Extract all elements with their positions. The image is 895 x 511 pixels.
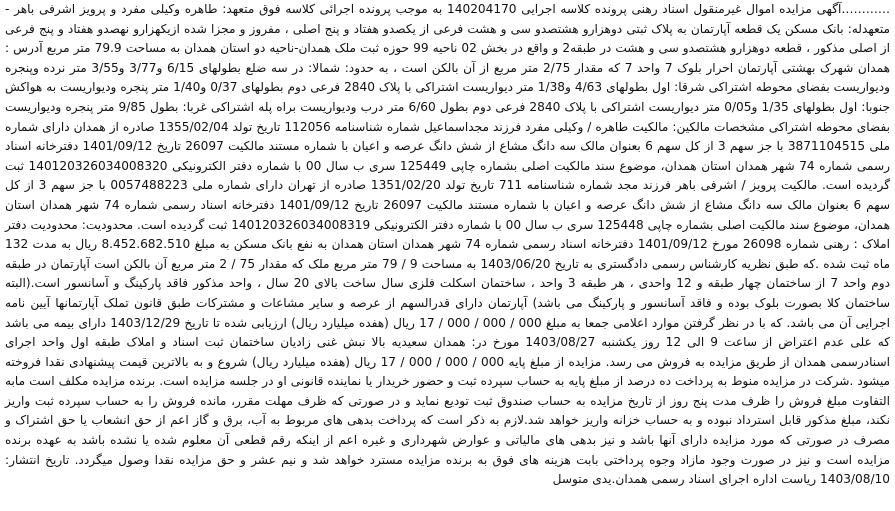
auction-notice-text: …………آگهی مزایده اموال غیرمنقول اسناد رهنی پرونده کلاسه اجرایی 140204170 به موجب پرونده اجرائی کلاسه فوق متعهد: طاهره وکیلی مفرد و پرویز اشرفی باهر - متعهدله: بانک مسکن یک قطعه آپارتمان به پلاک ثبتی دوهزارو هشتصدو سی و هشت فرعی از یکصدو هفتاد و پنج اصلی ، مفروز و مجزا شده ازیکهزارو نهصدو هفتاد و پنج فرعی از اصلی مذکور ، قطعه دوهزارو هشتصدو سی و هشت در طبقه2 و واقع در بخش 02 ناحیه 99 حوزه ثبت ملک همدان-ناحیه دو استان همدان به مساحت 79.9 متر مربع آدرس : همدان شهرک بهشتی آپارتمان احرار بلوک 7 واحد 7 که مقدار 2/75 متر مربع از آن بالکن است ، به حدود: شمالا: در سه ضلع بطولهای 6/15 و3/77 و3/55 متر نرده وپنجره ودیواریست بفضای محوطه اشتراکی شرقا: اول بطولهای 4/63 و1/38 متر دیواریست اشتراکی با پلاک 2840 فرعی دوم بطولهای 0/37 و1/40 متر پنجره ودیواریست به هواکش جنوبا: اول بطولهای 1/35 و0/05 متر دیواریست اشتراکی با پلاک 2840 فرعی دوم بطول 6/60 متر درب ودیواریست براه پله اشتراکی غربا: بطول 9/85 متر پنجره ودیواریست بفضای محوطه اشتراکی مشخصات مالکین: مالکیت طاهره / وکیلی مفرد فرزند مجداسماعیل شماره شناسنامه 112056 تاریخ تولد 1355/02/04 صادره از همدان دارای شماره ملی 3871104515 با جز سهم 3 از کل سهم 6 بعنوان مالک سه دانگ مشاع از شش دانگ عرصه و اعیان با شماره مستند مالکیت 26097 تاریخ 1401/09/12 دفترخانه اسناد رسمی شماره 74 شهر همدان استان همدان، موضوع سند مالکیت اصلی بشماره چاپی 125449 سری ب سال 00 با شماره دفتر الکترونیکی 140120326034008320 ثبت گردیده است. مالکیت پرویز / اشرفی باهر فرزند مجد شماره شناسنامه 711 تاریخ تولد 1351/02/20 صادره از تهران دارای شماره ملی 0057488223 با جز سهم 3 از کل سهم 6 بعنوان مالک سه دانگ مشاع از شش دانگ عرصه و اعیان با شماره مستند مالکیت 26097 تاریخ 1401/09/12 دفترخانه اسناد رسمی شماره 74 شهر همدان استان همدان، موضوع سند مالکیت اصلی بشماره چاپی 125448 سری ب سال 00 با شماره دفتر الکترونیکی 140120326034008319 ثبت گردیده است. محدودیت: محدودیت دفتر املاک : رهنی شماره 26098 مورخ 1401/09/12 دفترخانه اسناد رسمی شماره 74 شهر همدان استان همدان به نفع بانک مسکن به مبلغ 8.452.682.510 ریال به مدت 132 ماه ثبت شده .که طبق نظریه کارشناس رسمی دادگستری به تاریخ 1403/06/20 به مساحت 9 / 79 متر مربع ملک که مقدار 75 / 2 متر مربع آن بالکن است آپارتمان در طبقه دوم واحد 7 از ساختمان چهار طبقه و 12 واحدی ، هر طبقه 3 واحد ، ساختمان اسکلت فلزی سال ساخت بالای 20 سال ، واحد مذکور فاقد پارکینگ و آسانسور است.(البته ساختمان کلا بصورت بلوک بوده و فاقد آسانسور و پارکینگ می باشد) آپارتمان دارای قدرالسهم از عرصه و سایر مشاعات و مشترکات طبق قانون تملک آپارتمانها آیین نامه اجرایی آن می باشد. که با در نظر گرفتن موارد اعلامی جمعا به مبلغ 000 / 000 / 000 / 17 ریال (هفده میلیارد ریال) ارزیابی شده تا تاریخ 1403/12/29 دارای بیمه می باشد که علی عدم اعتراض از ساعت 9 الی 12 روز یکشنبه 1403/08/27 مورخ در: همدان سعیدیه بالا نبش غنی زادیان ساختمان ثبت اسناد و املاک طبقه اول واحد اجرای اسنادرسمی همدان از طریق مزایده به فروش می رسد. مزایده از مبلغ پایه 000 / 000 / 000 / 17 ریال (هفده میلیارد ریال) شروع و به بالاترین قیمت پیشنهادی نقدا فروخته میشود .شرکت در مزایده منوط به پرداخت ده درصد از مبلغ پایه به حساب سپرده ثبت و حضور خریدار یا نماینده قانونی او در جلسه مزایده است. برنده مزایده مکلف است مابه التفاوت مبلغ فروش را ظرف مدت پنج روز از تاریخ مزایده به حساب صندوق ثبت تودیع نماید و در صورتی که ظرف مهلت مقرر، مانده فروش را به حساب سپرده ثبت واریز نکند، مبلغ مذکور قابل استرداد نبوده و به حساب خزانه واریز خواهد شد.لازم به ذکر است که پرداخت بدهی های مربوط به آب، برق و گاز اعم از حق انشعاب یا حق اشتراک و مصرف در صورتی که مورد مزایده دارای آنها باشد و نیز بدهی های مالیاتی و عوارض شهرداری و غیره اعم از اینکه رقم قطعی آن معلوم شده یا نشده باشد به عهده برنده مزایده است و نیز در صورت وجود مازاد وجوه پرداختی بابت هزینه های فوق به برنده مزایده مسترد خواهد شد و نیم عشر و حق مزایده نقدا وصول میگردد. تاریخ انتشار: 1403/08/10 ریاست اداره اجرای اسناد رسمی همدان.یدی متوسل <box>5 2 891 487</box>
